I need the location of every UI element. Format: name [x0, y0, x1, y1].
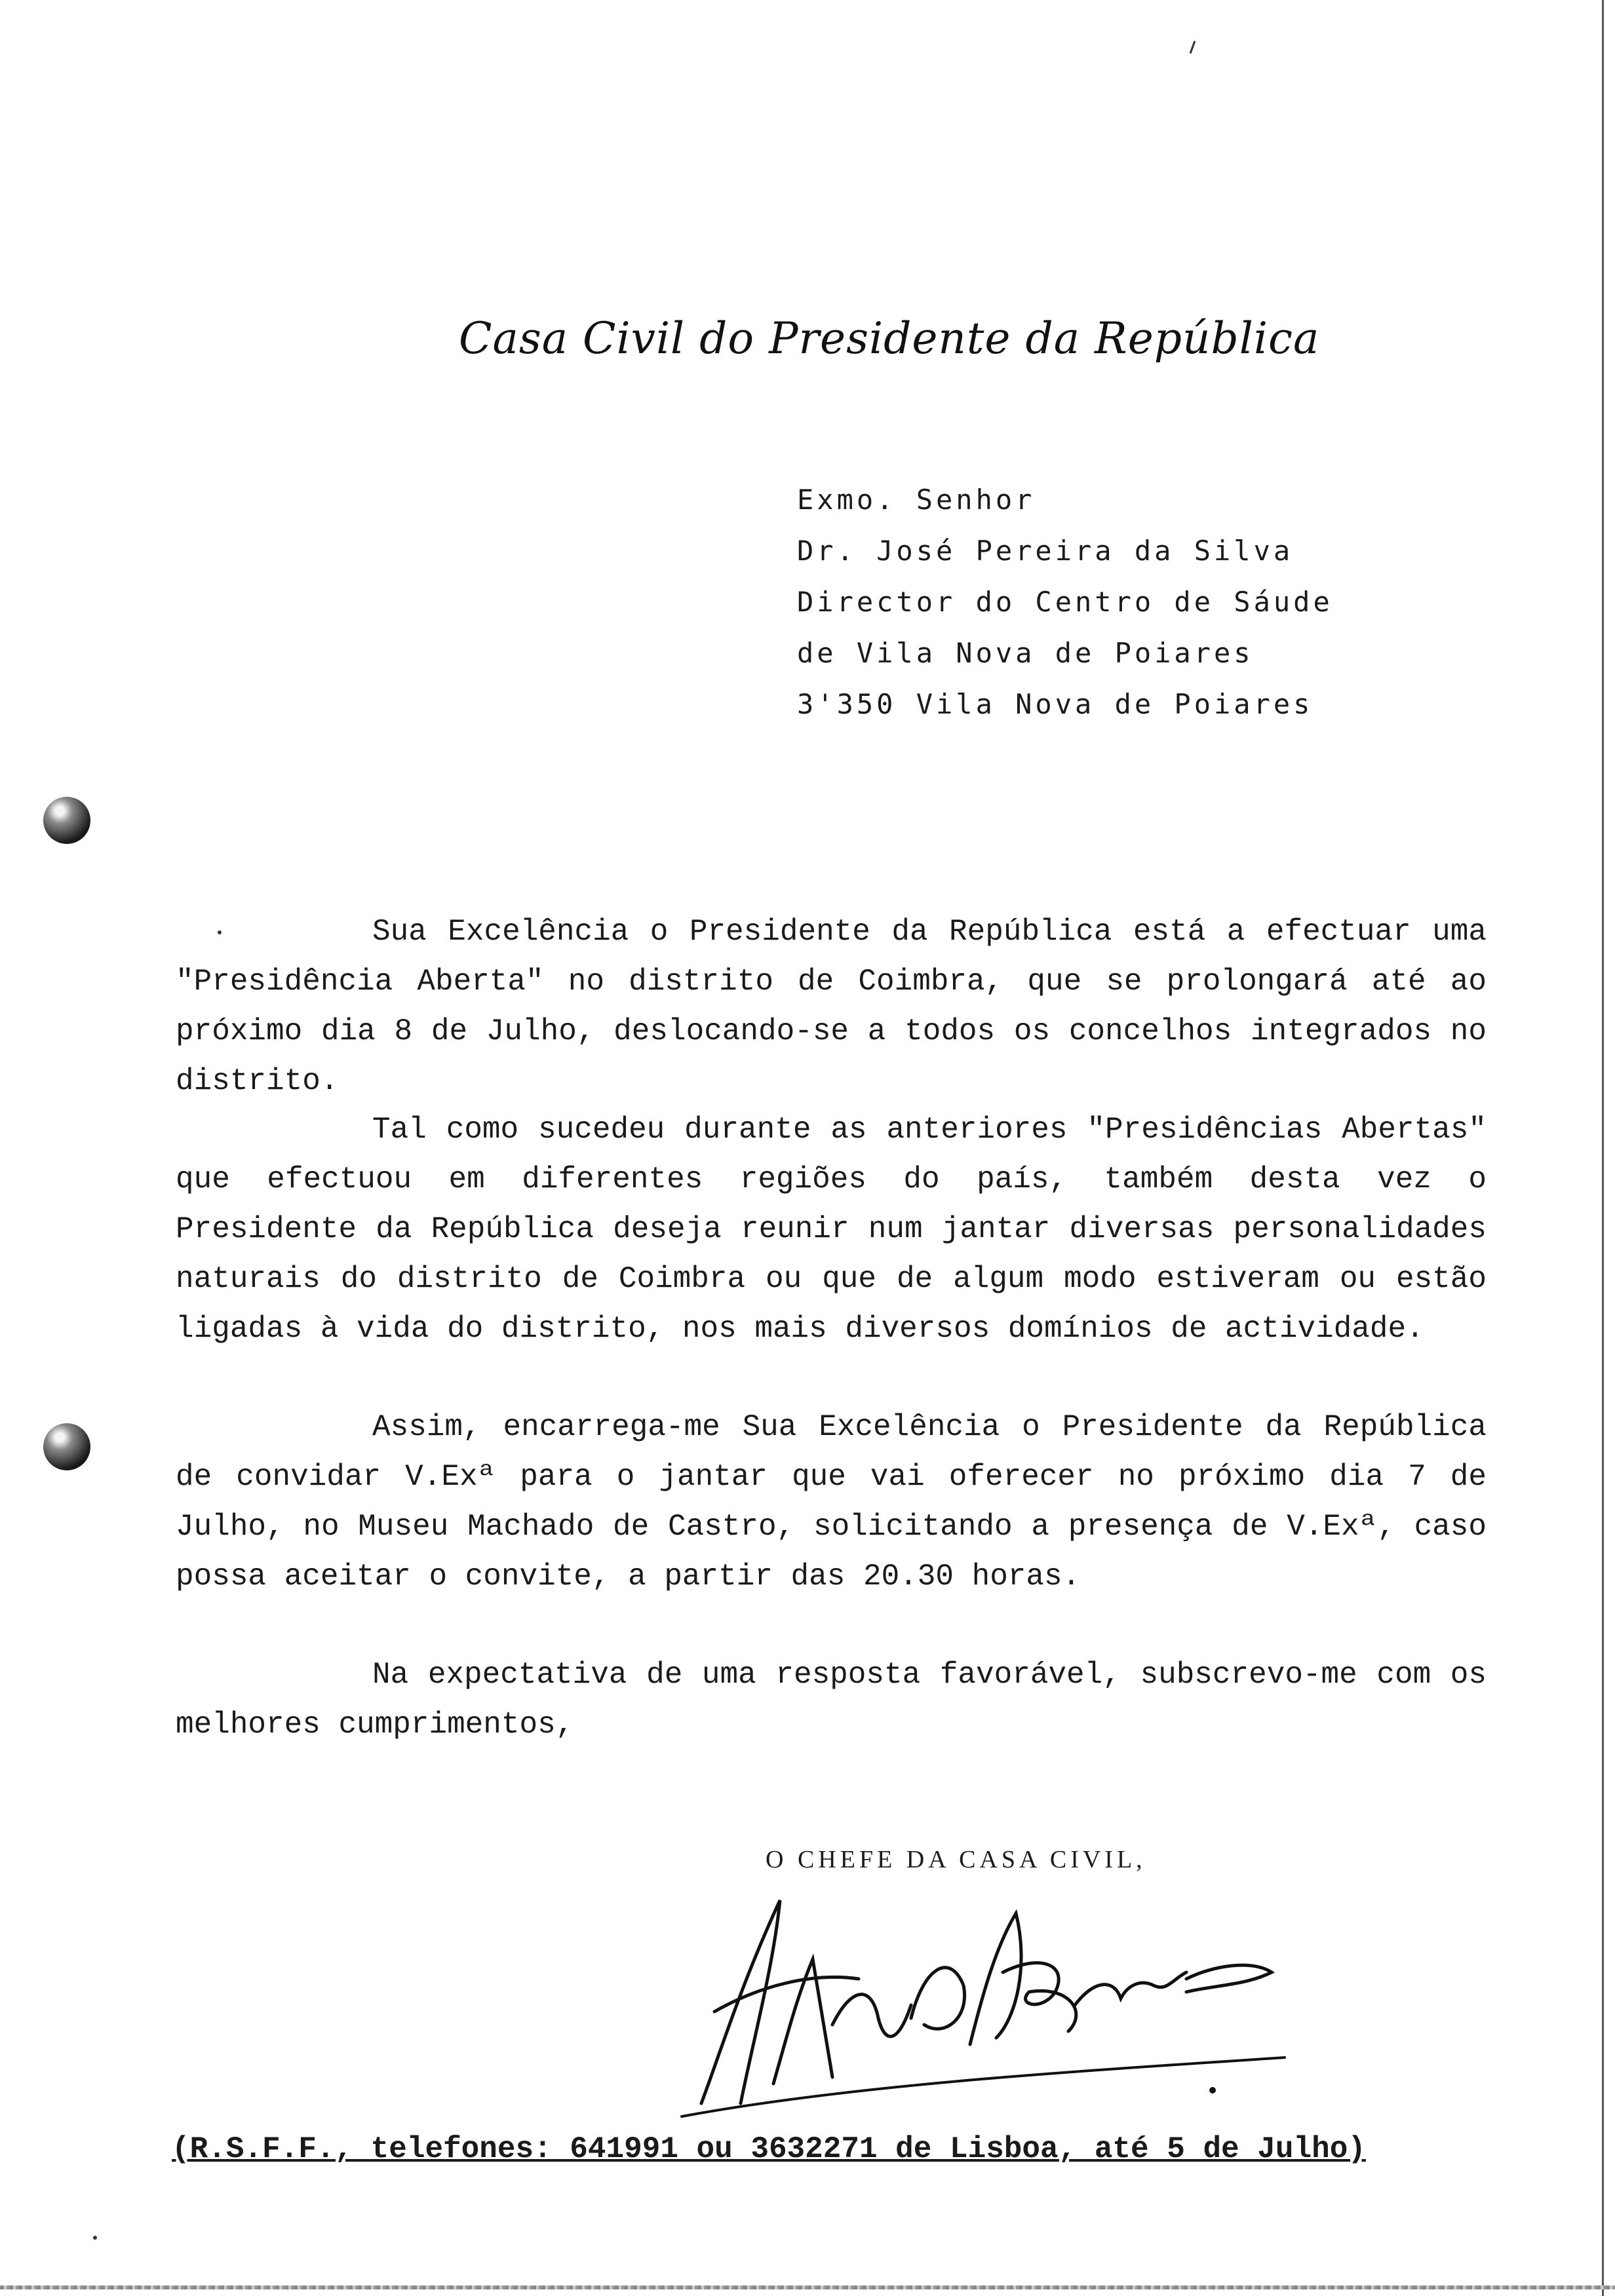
paragraph-text: Tal como sucedeu durante as anteriores "Presidências Abertas" que efectuou em diferentes regiões do país, também desta vez o Presidente da República deseja reunir num jantar diversas personalidades naturais do distrito de Coimbra ou que de algum modo estiveram ou estão ligadas à vida do distrito, nos mais diversos domínios de actividade. [176, 1113, 1487, 1346]
address-line: 3'350 Vila Nova de Poiares [797, 688, 1313, 720]
body-paragraph [176, 1650, 1487, 1750]
stray-pen-mark [1190, 41, 1196, 54]
address-line: Exmo. Senhor [797, 484, 1036, 516]
letterhead-title: Casa Civil do Presidente da República [459, 313, 1320, 364]
address-line: Dr. José Pereira da Silva [797, 535, 1294, 567]
body-paragraph [176, 907, 1487, 1106]
paragraph-text: Assim, encarrega-me Sua Excelência o Presidente da República de convidar V.Exª para o jantar que vai oferecer no próximo dia 7 de Julho, no Museu Machado de Castro, solicitando a presença de V.Exª, caso possa aceitar o convite, a partir das 20.30 horas. [176, 1410, 1487, 1594]
address-line: Director do Centro de Sáude [797, 586, 1333, 618]
paragraph-text: Na expectativa de uma resposta favorável, subscrevo-me com os melhores cumprimentos, [176, 1658, 1487, 1742]
address-line: de Vila Nova de Poiares [797, 637, 1254, 669]
body-paragraph [176, 1402, 1487, 1601]
paragraph-text: Sua Excelência o Presidente da República está a efectuar uma "Presidência Aberta" no distrito de Coimbra, que se prolongará até ao próximo dia 8 de Julho, deslocando-se a todos os concelhos integrados no distrito. [176, 915, 1487, 1098]
scan-bottom-edge [0, 2286, 1615, 2289]
punch-hole [43, 1423, 90, 1470]
recipient-address [797, 474, 1333, 730]
signoff-title: O CHEFE DA CASA CIVIL, [766, 1846, 1146, 1873]
stray-dot [93, 2236, 97, 2240]
scan-edge-line [1602, 0, 1604, 2296]
body-paragraph [176, 1105, 1487, 1354]
punch-hole [43, 797, 90, 844]
reply-note: (R.S.F.F., telefones: 641991 ou 3632271 de Lisboa, até 5 de Julho) [172, 2132, 1366, 2166]
handwritten-signature [662, 1887, 1317, 2123]
